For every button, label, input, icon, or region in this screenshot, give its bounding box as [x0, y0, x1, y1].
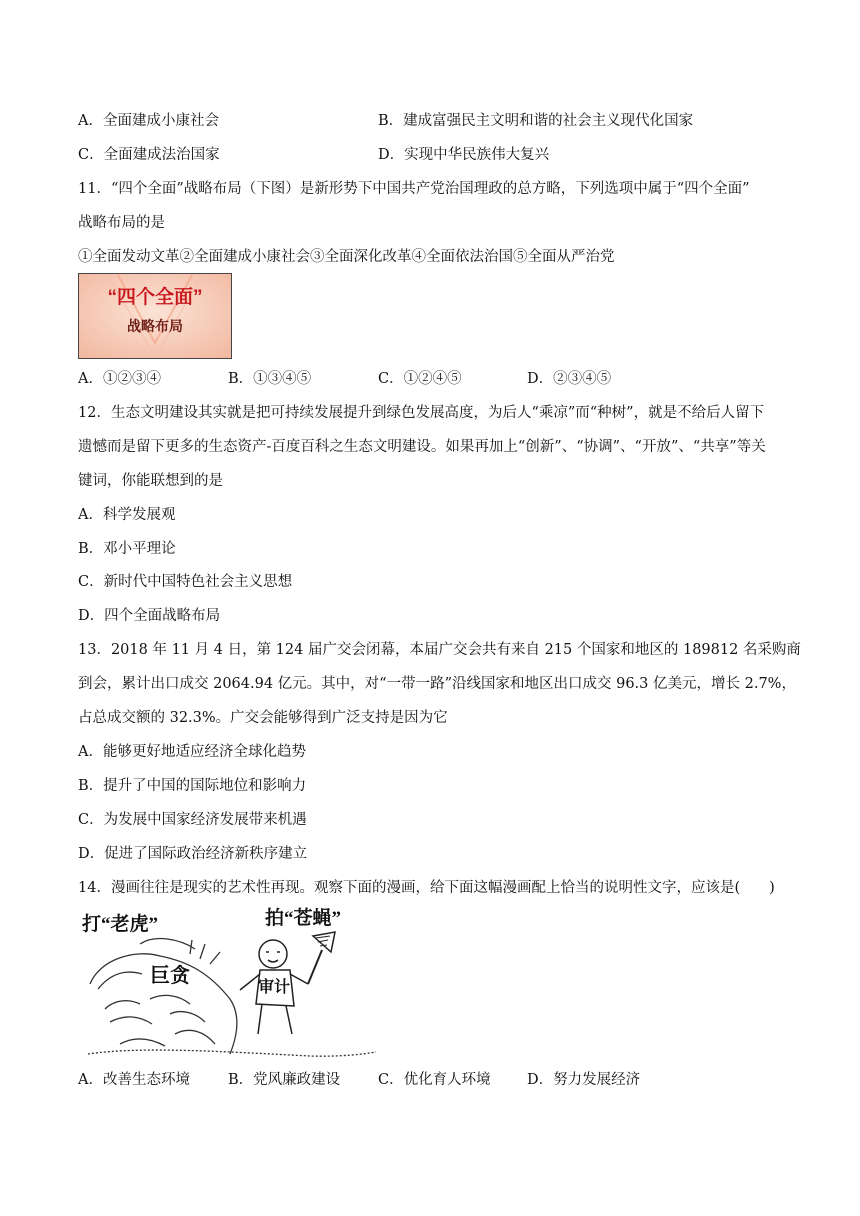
- option-label: D．: [527, 371, 554, 387]
- q11-option-a: [78, 369, 161, 389]
- q12-stem-line3: 键词，你能联想到的是: [78, 473, 223, 489]
- option-text: 科学发展观: [102, 507, 176, 523]
- q10-option-c: [78, 145, 220, 165]
- option-label: C．: [78, 574, 104, 590]
- image-title: “四个全面”: [107, 287, 203, 308]
- cartoon-graphic: [80, 904, 378, 1062]
- option-label: C．: [78, 147, 104, 163]
- option-text: 全面建成小康社会: [102, 113, 219, 129]
- tiger-figure: [88, 939, 376, 1057]
- option-label: A．: [78, 113, 103, 129]
- option-label: B．: [228, 371, 254, 387]
- option-text: ①③④⑤: [253, 371, 312, 387]
- option-label: B．: [78, 778, 104, 794]
- option-label: D．: [78, 608, 105, 624]
- option-label: D．: [78, 846, 105, 862]
- q14-option-b: [228, 1070, 340, 1090]
- cartoon-left-caption: 打“老虎”: [82, 914, 159, 935]
- option-label: B．: [228, 1072, 254, 1088]
- q13-stem-line3: 占总成交额的 32.3%。广交会能够得到广泛支持是因为它: [78, 710, 448, 726]
- person-label: 审计: [258, 979, 291, 996]
- option-label: A．: [78, 1072, 103, 1088]
- tiger-label: 巨贪: [150, 965, 190, 987]
- option-label: B．: [78, 541, 104, 557]
- cartoon-right-caption: 拍“苍蝇”: [265, 908, 342, 929]
- option-label: C．: [78, 812, 104, 828]
- option-label: B．: [378, 113, 404, 129]
- option-text: 党风廉政建设: [253, 1072, 341, 1088]
- q11-stem-line2: 战略布局的是: [78, 215, 165, 231]
- image-subtitle: 战略布局: [127, 318, 183, 334]
- option-label: D．: [378, 147, 405, 163]
- q10-option-b: [378, 111, 693, 131]
- option-label: A．: [78, 507, 103, 523]
- q10-option-a: [78, 111, 219, 131]
- fly-swatter-icon: [308, 932, 335, 984]
- option-text: 全面建成法治国家: [103, 147, 220, 163]
- q13-option-d: [78, 844, 307, 864]
- option-text: ②③④⑤: [553, 371, 612, 387]
- option-text: 新时代中国特色社会主义思想: [103, 574, 293, 590]
- option-text: ①②③④: [102, 371, 161, 387]
- option-text: 实现中华民族伟大复兴: [404, 147, 550, 163]
- q12-stem-line2: 遗憾而是留下更多的生态资产-百度百科之生态文明建设。如果再加上“创新”、“协调”、“开放”、“共享”等关: [78, 439, 766, 455]
- q11-option-b: [228, 369, 311, 389]
- option-text: 建成富强民主文明和谐的社会主义现代化国家: [403, 113, 694, 129]
- option-text: 提升了中国的国际地位和影响力: [103, 778, 307, 794]
- option-text: 四个全面战略布局: [104, 608, 221, 624]
- option-text: 能够更好地适应经济全球化趋势: [102, 744, 306, 760]
- q12-option-a: [78, 505, 175, 525]
- option-label: C．: [378, 1072, 404, 1088]
- q12-option-c: [78, 572, 292, 592]
- option-text: 努力发展经济: [553, 1072, 641, 1088]
- q12-option-d: [78, 606, 220, 626]
- option-label: C．: [378, 371, 404, 387]
- cartoon-image: [80, 904, 378, 1062]
- four-comprehensives-graphic: [78, 273, 232, 359]
- q10-option-d: [378, 145, 549, 165]
- q13-option-b: [78, 776, 306, 796]
- q13-stem-line2: 到会，累计出口成交 2064.94 亿元。其中，对“一带一路”沿线国家和地区出口成交 96.3 亿美元，增长 2.7%，: [78, 676, 796, 692]
- option-text: ①②④⑤: [403, 371, 462, 387]
- q12-option-b: [78, 539, 176, 559]
- q11-option-c: [378, 369, 462, 389]
- option-label: A．: [78, 744, 103, 760]
- q13-stem-line1: 13．2018 年 11 月 4 日，第 124 届广交会闭幕，本届广交会共有来自 215 个国家和地区的 189812 名采购商: [78, 642, 801, 658]
- option-text: 促进了国际政治经济新秩序建立: [104, 846, 308, 862]
- q14-option-d: [527, 1070, 640, 1090]
- q14-stem: 14．漫画往往是现实的艺术性再现。观察下面的漫画，给下面这幅漫画配上恰当的说明性文字，应该是( ): [78, 880, 775, 896]
- q14-option-c: [378, 1070, 491, 1090]
- option-label: A．: [78, 371, 103, 387]
- q14-option-a: [78, 1070, 190, 1090]
- four-comprehensives-image: [78, 273, 232, 359]
- q11-items: ①全面发动文革②全面建成小康社会③全面深化改革④全面依法治国⑤全面从严治党: [78, 249, 615, 265]
- q13-option-a: [78, 742, 306, 762]
- option-text: 优化育人环境: [403, 1072, 491, 1088]
- q11-option-d: [527, 369, 611, 389]
- q11-stem-line1: 11．“四个全面”战略布局（下图）是新形势下中国共产党治国理政的总方略，下列选项中属于“四个全面”: [78, 181, 750, 197]
- option-text: 为发展中国家经济发展带来机遇: [103, 812, 307, 828]
- option-text: 邓小平理论: [103, 541, 176, 557]
- option-label: D．: [527, 1072, 554, 1088]
- option-text: 改善生态环境: [102, 1072, 190, 1088]
- q13-option-c: [78, 810, 307, 830]
- q12-stem-line1: 12．生态文明建设其实就是把可持续发展提升到绿色发展高度，为后人“乘凉”而“种树”，就是不给后人留下: [78, 405, 765, 421]
